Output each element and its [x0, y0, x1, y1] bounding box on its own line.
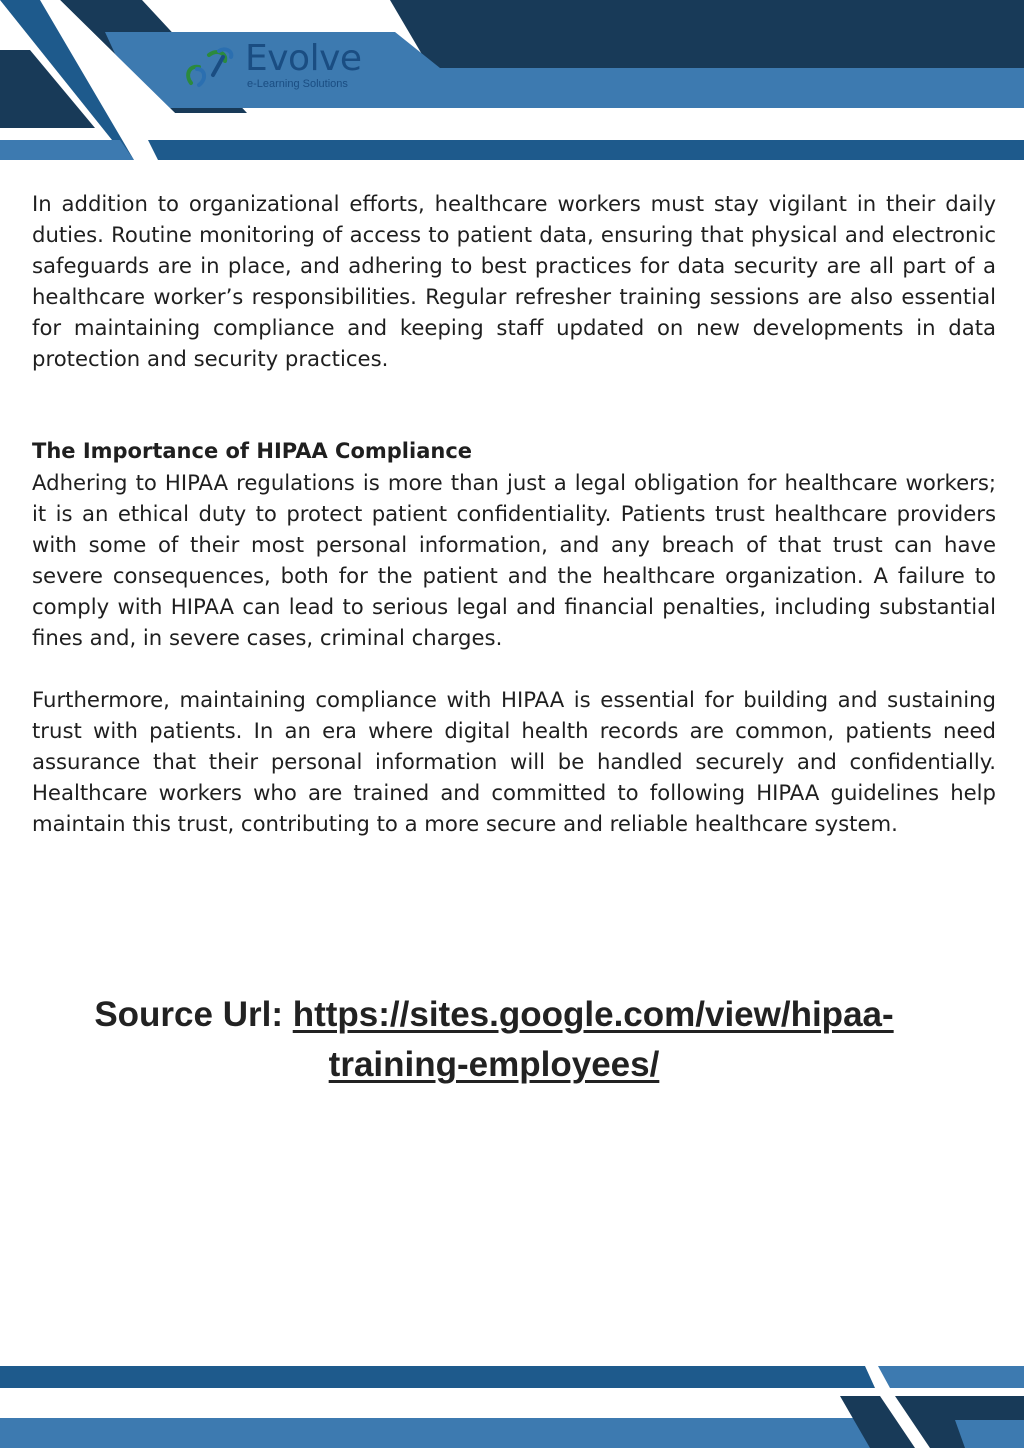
footer-banner — [0, 1360, 1024, 1448]
evolve-logo — [183, 38, 383, 93]
logo-tagline: e-Learning Solutions — [247, 78, 348, 90]
source-label: Source Url: — [94, 995, 283, 1034]
header-banner — [0, 0, 1024, 165]
source-link[interactable]: https://sites.google.com/view/hipaa-training-employees/ — [292, 995, 894, 1084]
paragraph-importance: Adhering to HIPAA regulations is more than just a legal obligation for healthcare workers; it is an ethical duty to protect patient confidentiality. Patients trust healthcare providers with some of their most personal information, and any breach of that trust can have severe consequences, both for the patient and the healthcare organization. A failure to comply with HIPAA can lead to serious legal and financial penalties, including substantial fines and, in severe cases, criminal charges. — [32, 470, 996, 650]
evolve-logo-icon — [183, 45, 239, 89]
paragraph-organizational-efforts: In addition to organizational efforts, healthcare workers must stay vigilant in their daily duties. Routine monitoring of access to patient data, ensuring that physical and electronic safeguards are in place, and adhering to best practices for data security are all part of a healthcare worker’s responsibilities. Regular refresher training sessions are also essential for maintaining compliance and keeping staff updated on new developments in data protection and security practices. — [32, 191, 996, 371]
section-heading: The Importance of HIPAA Compliance — [32, 439, 473, 463]
paragraph-furthermore: Furthermore, maintaining compliance with HIPAA is essential for building and sustaining trust with patients. In an era where digital health records are common, patients need assurance that their personal information will be handled securely and confidentially. Healthcare workers who are trained and committed to following HIPAA guidelines help maintain this trust, contributing to a more secure and reliable healthcare system. — [32, 687, 996, 836]
document-body — [32, 188, 996, 839]
logo-name: Evolve — [245, 38, 362, 79]
source-line — [32, 990, 956, 1090]
